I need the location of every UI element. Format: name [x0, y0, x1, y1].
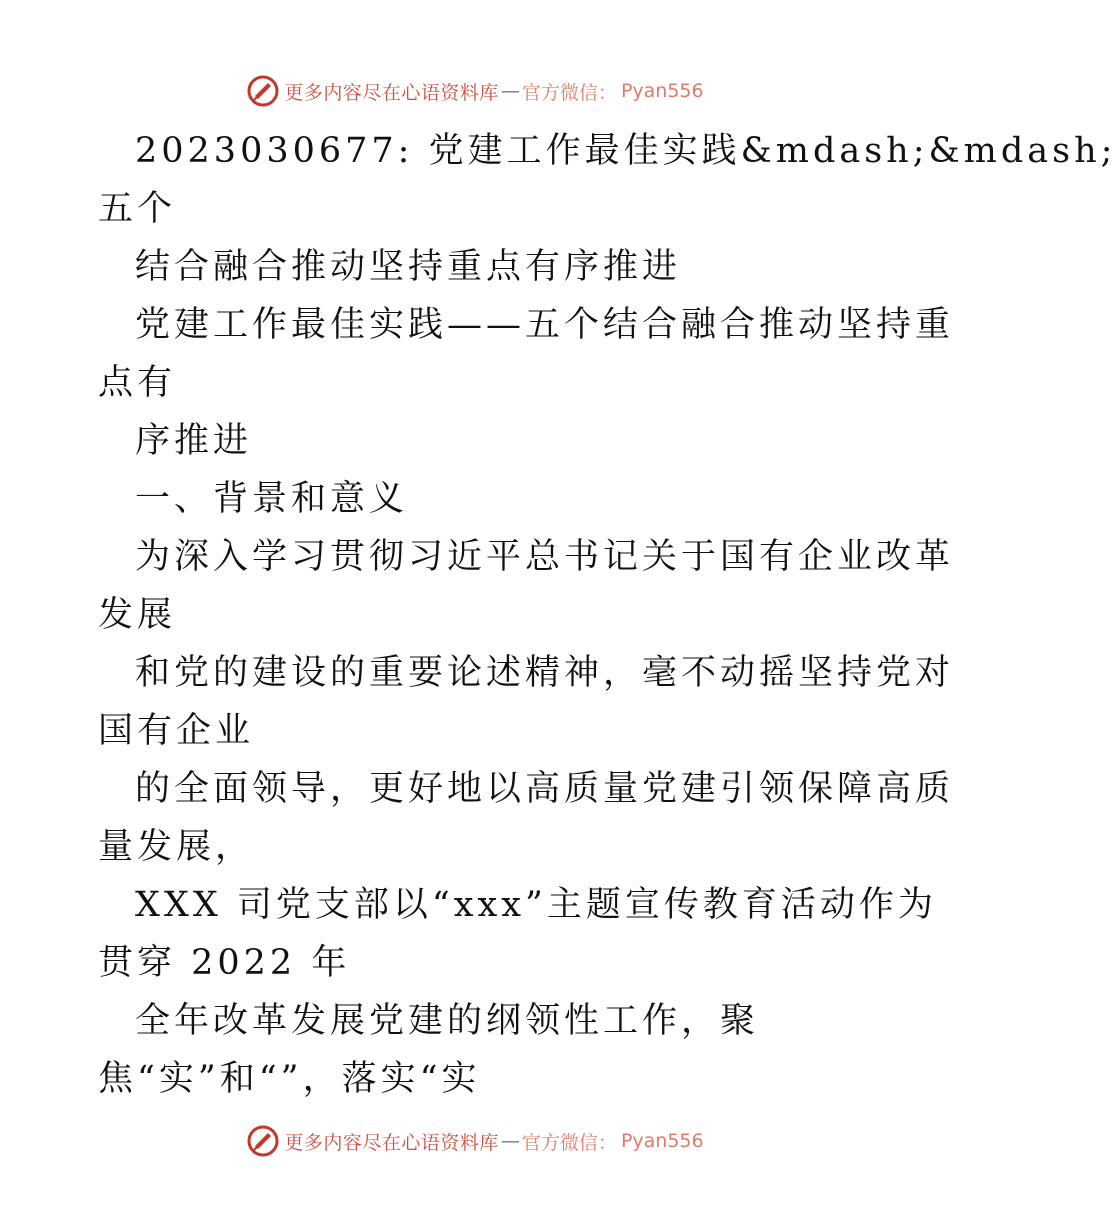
doc-line: XXX 司党支部以“xxx”主题宣传教育活动作为	[135, 885, 937, 925]
doc-line: 焦“实”和“”，落实“实	[98, 1059, 481, 1099]
watermark-banner-bottom	[0, 1121, 950, 1161]
watermark-text: 更多内容尽在心语资料库	[284, 1131, 499, 1154]
watermark-dash: —	[500, 1130, 520, 1152]
doc-line: 发展	[98, 595, 177, 635]
doc-line: 五个	[98, 189, 177, 229]
watermark-wechat-label: 官方微信：	[521, 1131, 617, 1154]
doc-line: 2023030677: 党建工作最佳实践&mdash;&mdash;	[135, 131, 1116, 171]
doc-line: 全年改革发展党建的纲领性工作，聚	[135, 1001, 760, 1041]
doc-line: 国有企业	[98, 711, 255, 751]
doc-line: 序推进	[135, 421, 253, 461]
watermark-dash: —	[500, 80, 520, 102]
watermark-wechat-id: Pyan556	[620, 80, 704, 102]
section-heading: 一、背景和意义	[135, 479, 409, 519]
doc-line: 为深入学习贯彻习近平总书记关于国有企业改革	[135, 537, 955, 577]
logo-icon	[246, 74, 280, 108]
doc-line: 点有	[98, 363, 177, 403]
watermark-wechat-label: 官方微信：	[521, 81, 617, 104]
doc-line: 的全面领导，更好地以高质量党建引领保障高质	[135, 769, 955, 809]
doc-line: 贯穿 2022 年	[98, 943, 351, 983]
doc-line: 结合融合推动坚持重点有序推进	[135, 247, 682, 287]
doc-line: 党建工作最佳实践——五个结合融合推动坚持重	[135, 305, 955, 345]
doc-line: 和党的建设的重要论述精神，毫不动摇坚持党对	[135, 653, 955, 693]
watermark-wechat-id: Pyan556	[620, 1130, 704, 1152]
logo-icon	[246, 1124, 280, 1158]
watermark-text: 更多内容尽在心语资料库	[284, 81, 499, 104]
watermark-banner-top	[0, 71, 950, 111]
doc-line: 量发展，	[98, 827, 255, 867]
document-body	[98, 122, 1116, 1108]
